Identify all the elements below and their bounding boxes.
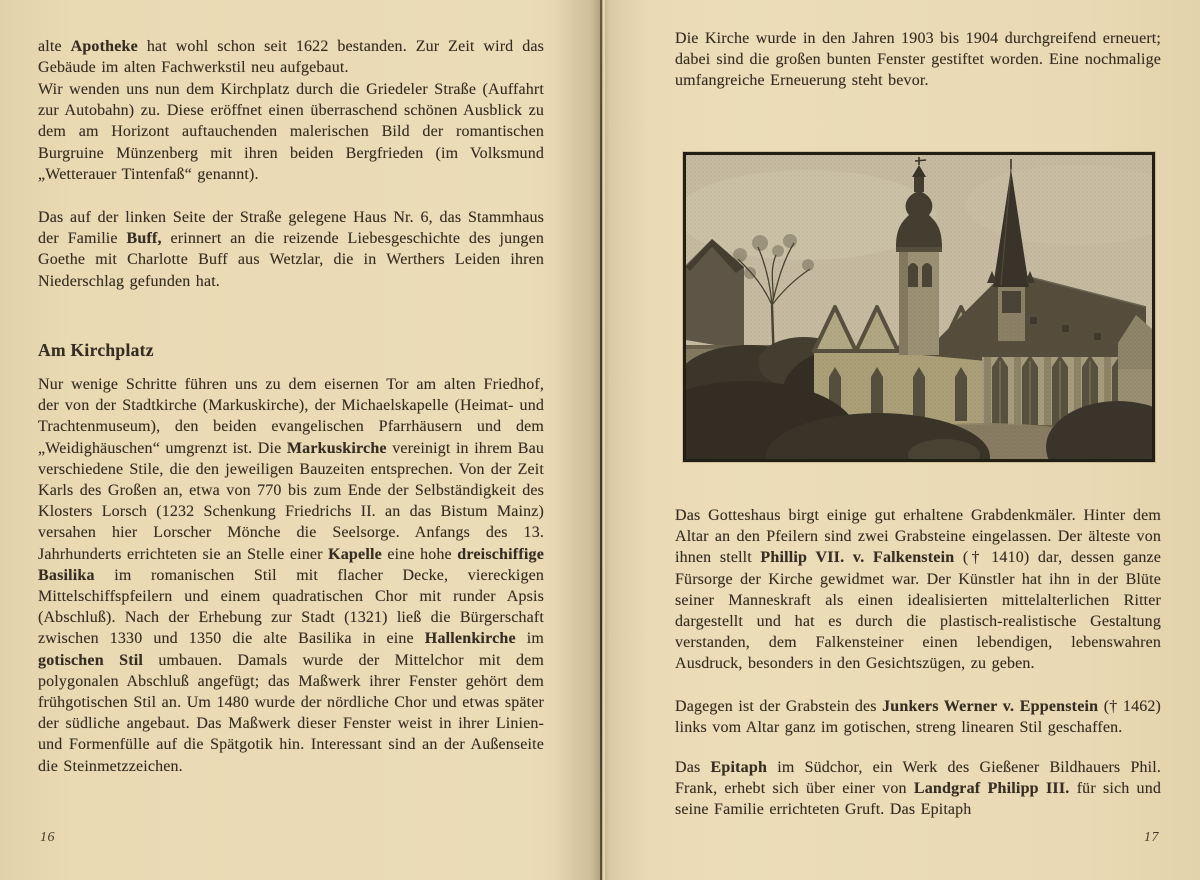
paragraph: Das auf der linken Seite der Straße gelegene Haus Nr. 6, das Stammhaus der Familie Buff, erinnert an die reizende Liebesgeschichte des jungen Goethe mit Charlotte Buff aus Wetzlar, die in Werthers Leiden ihren Niederschlag gefunden hat. bbox=[38, 209, 544, 290]
page-right bbox=[675, 0, 1161, 880]
paragraph: Das Epitaph im Südchor, ein Werk des Gießener Bildhauers Phil. Frank, erhebt sich über einer von Landgraf Philipp III. für sich und seine Familie errichteten Gruft. Das Epitaph bbox=[675, 759, 1162, 819]
paragraph: Die Kirche wurde in den Jahren 1903 bis 1904 durchgreifend erneuert; dabei sind die großen bunten Fenster gestiftet worden. Eine nochmalige umfangreiche Erneuerung steht bevor. bbox=[675, 30, 1161, 90]
section-heading: Am Kirchplatz bbox=[38, 340, 154, 360]
church-photo-illustration bbox=[686, 155, 1152, 459]
paragraph: Das Gotteshaus birgt einige gut erhaltene Grabdenkmäler. Hinter dem Altar an den Pfeilern sind zwei Grabsteine eingelassen. Der älteste von ihnen stellt Phillip VII. v. Falkenstein († 1410) dar, dessen ganze Fürsorge der Kirche gewidmet war. Der Künstler hat ihn in der Blüte seiner Manneskraft als einen idealisierten mittelalterlichen Ritter dargestellt und hat es durch die plastisch-realistische Gestaltung verstanden, dem Falkensteiner einen lebendigen, lebenswahren Ausdruck, besonders in den Gesichtszügen, zu geben. bbox=[675, 507, 1161, 673]
paragraph: Dagegen ist der Grabstein des Junkers Werner v. Eppenstein († 1462) links vom Altar ganz im gotischen, streng linearen Stil geschaffen. bbox=[675, 698, 1161, 737]
paragraph: Wir wenden uns nun dem Kirchplatz durch die Griedeler Straße (Auffahrt zur Autobahn) zu. Diese eröffnet einen überraschend schönen Ausblick zu dem am Horizont auftauchenden malerischen Bild der romantischen Burgruine Münzenberg mit ihren beiden Bergfrieden (im Volksmund „Wetterauer Tintenfaß“ genannt). bbox=[38, 81, 544, 183]
page-gutter-highlight bbox=[603, 0, 605, 880]
paragraph: Nur wenige Schritte führen uns zu dem eisernen Tor am alten Friedhof, der von der Stadtkirche (Markuskirche), der Michaelskapelle (Heimat- und Trachtenmuseum), den beiden evangelischen Pfarrhäusern und dem „Weidighäuschen“ umgrenzt ist. Die Markuskirche vereinigt in ihrem Bau verschiedene Stile, die den jeweiligen Bauzeiten entsprechen. Von der Zeit Karls des Großen an, etwa von 770 bis zum Ende der Selbständigkeit des Klosters Lorsch (1232 Schenkung Friedrichs II. an das Bistum Mainz) versahen hier Lorscher Mönche die Seelsorge. Anfangs des 13. Jahrhunderts errichteten sie an Stelle einer Kapelle eine hohe dreischiffige Basilika im romanischen Stil mit flacher Decke, viereckigen Mittelschiffspfeilern und einem quadratischen Chor mit runder Apsis (Abschluß). Nach der Erhebung zur Stadt (1321) ließ die Bürgerschaft zwischen 1330 und 1350 die alte Basilika in eine Hallenkirche im gotischen Stil umbauen. Damals wurde der Mittelchor mit dem polygonalen Abschluß angefügt; das Maßwerk ihrer Fenster gehört dem frühgotischen Stil an. Um 1480 wurde der nördliche Chor und etwas später der südliche angebaut. Das Maßwerk dieser Fenster weist in ihrer Linien- und Formenfülle auf die Spätgotik hin. Interessant sind an der Außenseite die Steinmetzzeichen. bbox=[38, 376, 544, 775]
page-number: 16 bbox=[40, 830, 55, 845]
church-photo bbox=[683, 152, 1155, 462]
page-number: 17 bbox=[1144, 830, 1159, 845]
page-gutter bbox=[600, 0, 602, 880]
page-left bbox=[38, 0, 544, 880]
paragraph: alte Apotheke hat wohl schon seit 1622 bestanden. Zur Zeit wird das Gebäude im alten Fachwerkstil neu aufgebaut. bbox=[38, 38, 544, 77]
